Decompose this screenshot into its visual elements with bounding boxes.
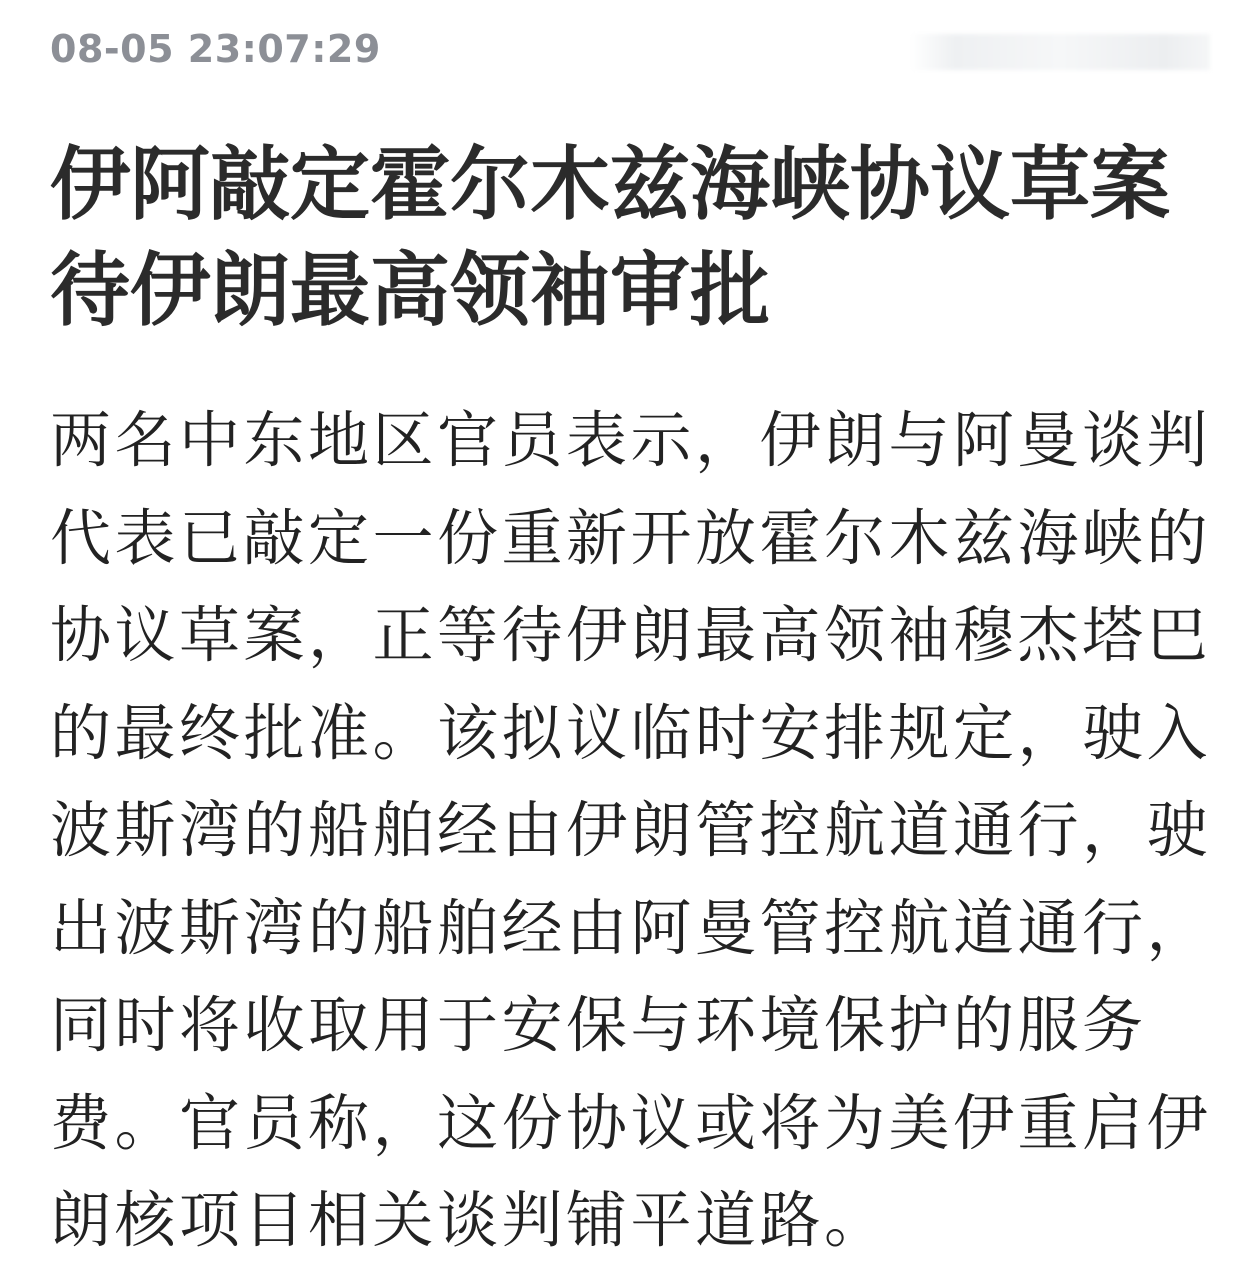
article-body-line: 的最终批准。该拟议临时安排规定，驶入 (50, 697, 1212, 769)
article-body-line: 波斯湾的船舶经由伊朗管控航道通行，驶 (50, 795, 1212, 866)
post-timestamp: 08-05 23:07:29 (50, 27, 381, 71)
post-header (0, 0, 1260, 100)
article-body-line: 协议草案，正等待伊朗最高领袖穆杰塔巴 (50, 600, 1212, 671)
article-body-line: 费。官员称，这份协议或将为美伊重启伊 (50, 1087, 1212, 1159)
blurred-header-area (910, 34, 1210, 70)
article-title-line: 待伊朗最高领袖审批 (50, 244, 770, 337)
article-title-line: 伊阿敲定霍尔木兹海峡协议草案 (50, 138, 1170, 231)
article-body-line: 两名中东地区官员表示，伊朗与阿曼谈判 (50, 405, 1212, 476)
article-body-line: 朗核项目相关谈判铺平道路。 (50, 1185, 889, 1256)
article-body-line: 出波斯湾的船舶经由阿曼管控航道通行， (50, 892, 1212, 964)
article-body (50, 392, 1215, 1270)
article-body-line: 代表已敲定一份重新开放霍尔木兹海峡的 (50, 502, 1212, 574)
article-body-line: 同时将收取用于安保与环境保护的服务 (50, 990, 1147, 1061)
article-title (50, 132, 1210, 344)
